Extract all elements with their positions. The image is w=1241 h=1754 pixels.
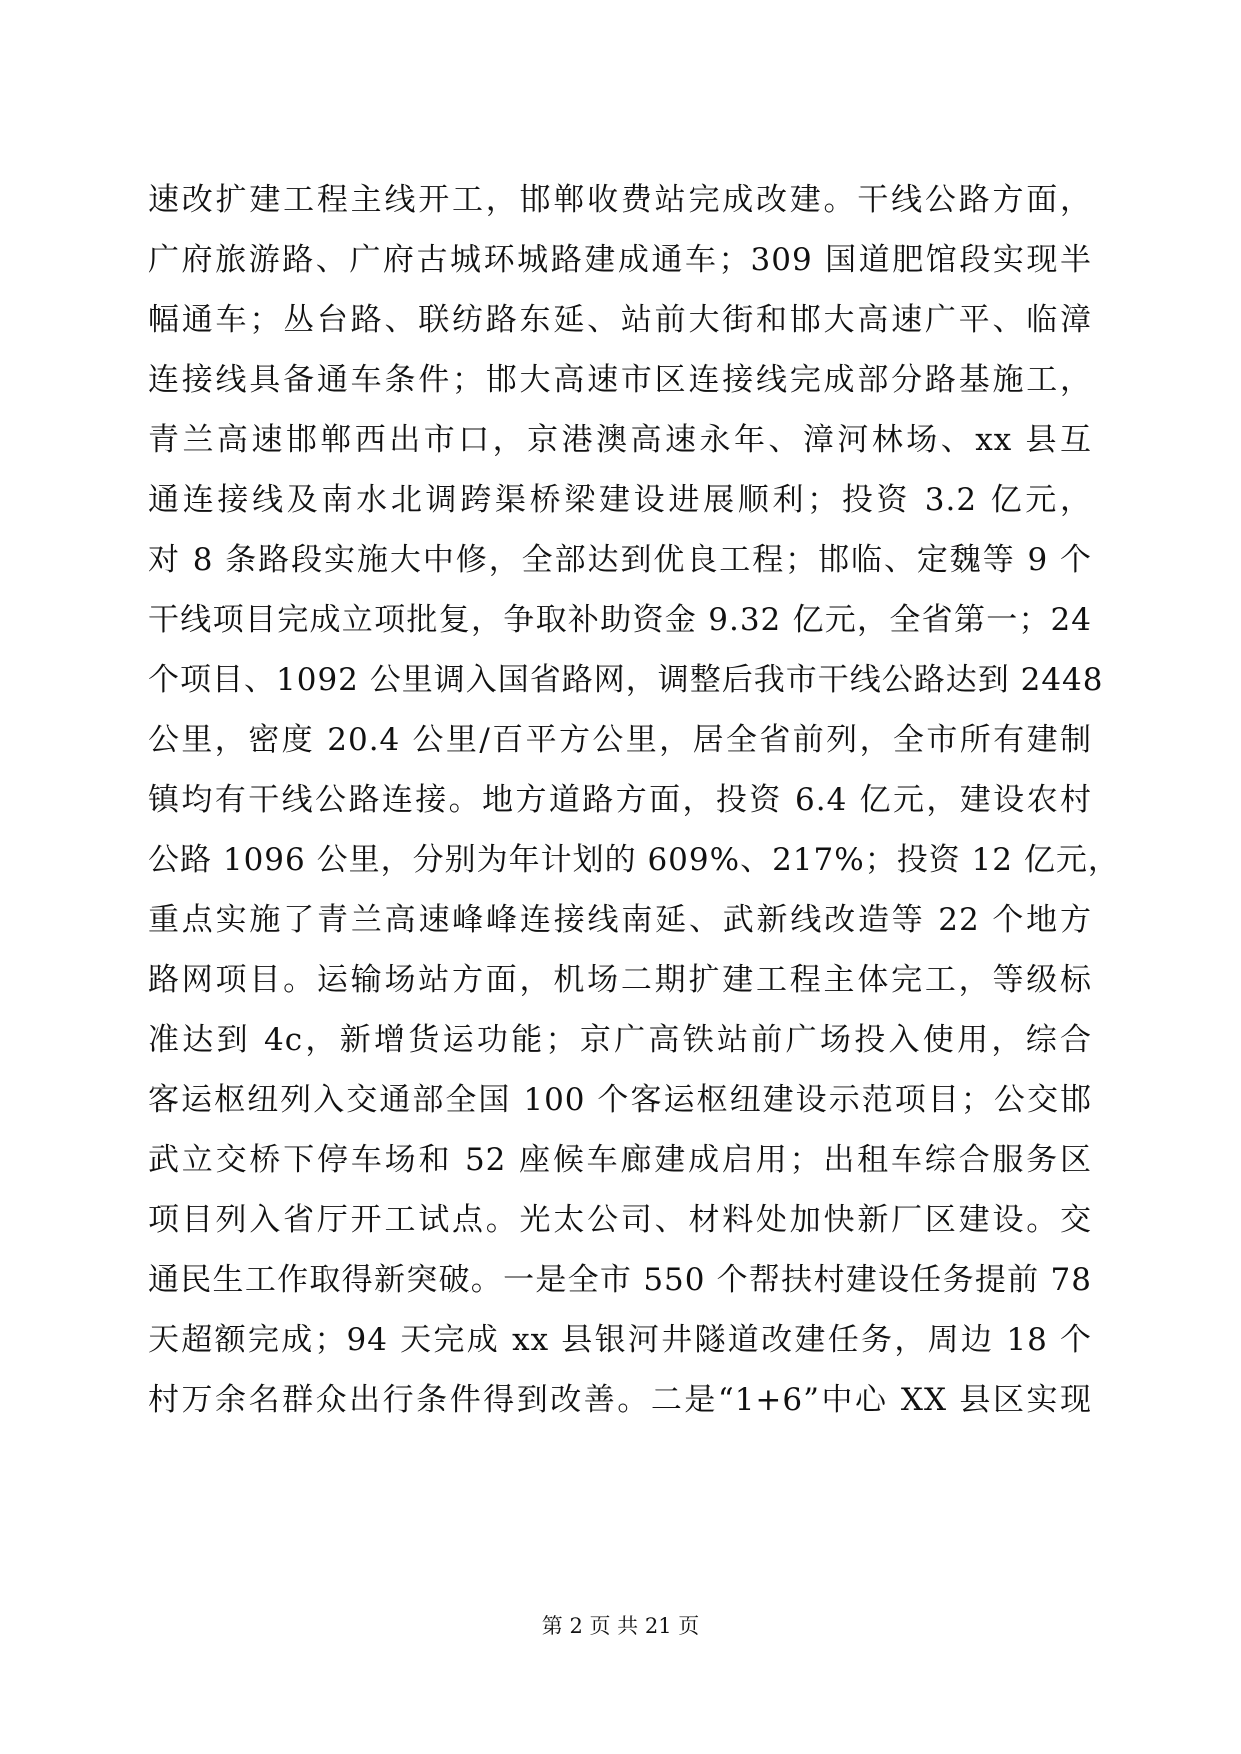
text-line: 路网项目。运输场站方面，机场二期扩建工程主体完工，等级标 [148, 962, 1092, 998]
text-line: 幅通车；丛台路、联纺路东延、站前大街和邯大高速广平、临漳 [148, 302, 1092, 338]
text-line: 个项目、1092 公里调入国省路网，调整后我市干线公路达到 2448 [148, 662, 1104, 698]
text-line: 项目列入省厅开工试点。光太公司、材料处加快新厂区建设。交 [148, 1202, 1092, 1238]
text-line: 速改扩建工程主线开工，邯郸收费站完成改建。干线公路方面， [148, 182, 1092, 218]
text-line: 干线项目完成立项批复，争取补助资金 9.32 亿元，全省第一；24 [148, 602, 1092, 638]
text-line: 对 8 条路段实施大中修，全部达到优良工程；邯临、定魏等 9 个 [148, 542, 1092, 578]
text-line: 通民生工作取得新突破。一是全市 550 个帮扶村建设任务提前 78 [148, 1262, 1092, 1298]
text-line: 镇均有干线公路连接。地方道路方面，投资 6.4 亿元，建设农村 [148, 782, 1092, 818]
text-line: 广府旅游路、广府古城环城路建成通车；309 国道肥馆段实现半 [148, 242, 1092, 278]
text-line: 青兰高速邯郸西出市口，京港澳高速永年、漳河林场、xx 县互 [148, 422, 1092, 458]
text-line: 天超额完成；94 天完成 xx 县银河井隧道改建任务，周边 18 个 [148, 1322, 1092, 1358]
text-line: 公路 1096 公里，分别为年计划的 609%、217%；投资 12 亿元， [148, 842, 1120, 878]
text-line: 公里，密度 20.4 公里/百平方公里，居全省前列，全市所有建制 [148, 722, 1092, 758]
text-line: 村万余名群众出行条件得到改善。二是“1+6”中心 XX 县区实现 [148, 1382, 1092, 1418]
text-line: 通连接线及南水北调跨渠桥梁建设进展顺利；投资 3.2 亿元， [148, 482, 1092, 518]
text-line: 准达到 4c，新增货运功能；京广高铁站前广场投入使用，综合 [148, 1022, 1092, 1058]
text-line: 重点实施了青兰高速峰峰连接线南延、武新线改造等 22 个地方 [148, 902, 1092, 938]
text-line: 连接线具备通车条件；邯大高速市区连接线完成部分路基施工， [148, 362, 1092, 398]
text-line: 武立交桥下停车场和 52 座候车廊建成启用；出租车综合服务区 [148, 1142, 1092, 1178]
text-line: 客运枢纽列入交通部全国 100 个客运枢纽建设示范项目；公交邯 [148, 1082, 1092, 1118]
page-footer: 第 2 页 共 21 页 [541, 1614, 700, 1638]
body-text [148, 170, 1120, 1430]
